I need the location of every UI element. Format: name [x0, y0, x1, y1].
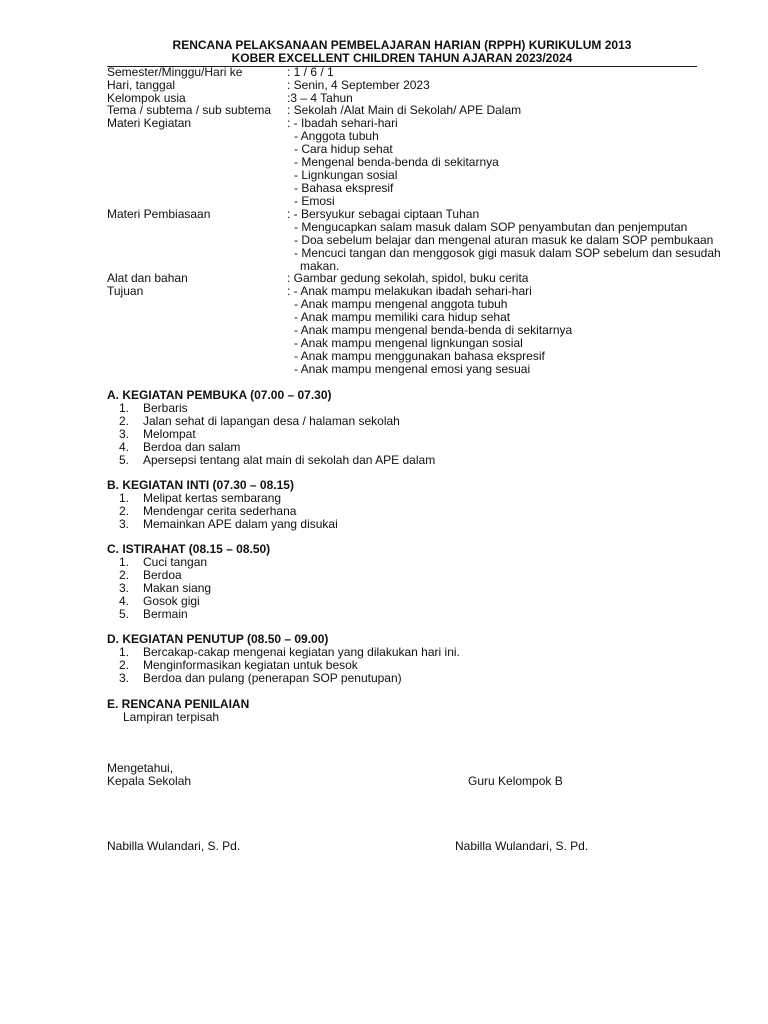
tanggal-value: : Senin, 4 September 2023 [287, 78, 430, 92]
list-number: 1. [119, 401, 130, 415]
list-item: Berdoa [143, 568, 182, 582]
materi-kegiatan-item: - Bahasa ekspresif [294, 181, 394, 195]
list-item: Memainkan APE dalam yang disukai [143, 517, 338, 531]
document-subtitle: KOBER EXCELLENT CHILDREN TAHUN AJARAN 2023/2024 [231, 51, 573, 65]
tujuan-item: : - Anak mampu melakukan ibadah sehari-hari [287, 284, 532, 298]
tujuan-item: - Anak mampu mengenal lignkungan sosial [294, 336, 523, 350]
semester-value: : 1 / 6 / 1 [287, 65, 334, 79]
list-number: 5. [119, 453, 130, 467]
tema-value: : Sekolah /Alat Main di Sekolah/ APE Dalam [287, 103, 522, 117]
kelompok-label: Kelompok usia [107, 91, 186, 105]
list-item: Berdoa dan salam [143, 440, 241, 454]
tema-label: Tema / subtema / sub subtema [107, 103, 272, 117]
materi-kegiatan-label: Materi Kegiatan [107, 116, 192, 130]
materi-kegiatan-item: - Emosi [294, 194, 335, 208]
materi-pembiasaan-item: - Doa sebelum belajar dan mengenal aturan masuk ke dalam SOP pembukaan [294, 233, 714, 247]
list-item: Berdoa dan pulang (penerapan SOP penutupan) [143, 671, 402, 685]
tujuan-item: - Anak mampu menggunakan bahasa ekspresif [294, 349, 545, 363]
materi-pembiasaan-item: : - Bersyukur sebagai ciptaan Tuhan [287, 207, 480, 221]
materi-pembiasaan-label: Materi Pembiasaan [107, 207, 211, 221]
list-item: Jalan sehat di lapangan desa / halaman sekolah [143, 414, 400, 428]
list-number: 5. [119, 607, 130, 621]
list-item: Cuci tangan [143, 555, 208, 569]
kepala-sekolah-name: Nabilla Wulandari, S. Pd. [107, 839, 241, 853]
document-title: RENCANA PELAKSANAAN PEMBELAJARAN HARIAN (RPPH) KURIKULUM 2013 [172, 38, 632, 52]
list-item: Melipat kertas sembarang [143, 491, 282, 505]
materi-kegiatan-item: - Cara hidup sehat [294, 142, 393, 156]
materi-pembiasaan-item: makan. [300, 259, 340, 273]
tujuan-item: - Anak mampu mengenal anggota tubuh [294, 297, 508, 311]
kelompok-value: :3 – 4 Tahun [287, 91, 353, 105]
materi-pembiasaan-item: - Mencuci tangan dan menggosok gigi masuk dalam SOP sebelum dan sesudah [294, 246, 721, 260]
section-e-heading: E. RENCANA PENILAIAN [107, 697, 250, 711]
tujuan-label: Tujuan [107, 284, 144, 298]
list-item: Gosok gigi [143, 594, 200, 608]
section-b-heading: B. KEGIATAN INTI (07.30 – 08.15) [107, 478, 294, 492]
list-number: 2. [119, 658, 130, 672]
section-c-heading: C. ISTIRAHAT (08.15 – 08.50) [107, 542, 271, 556]
list-number: 4. [119, 440, 130, 454]
list-item: Melompat [143, 427, 196, 441]
tanggal-label: Hari, tanggal [107, 78, 176, 92]
list-number: 3. [119, 427, 130, 441]
list-number: 1. [119, 491, 130, 505]
materi-kegiatan-item: - Anggota tubuh [294, 129, 379, 143]
list-item: Apersepsi tentang alat main di sekolah dan APE dalam [143, 453, 436, 467]
penilaian-note: Lampiran terpisah [123, 710, 220, 724]
list-item: Mendengar cerita sederhana [143, 504, 297, 518]
materi-pembiasaan-item: - Mengucapkan salam masuk dalam SOP penyambutan dan penjemputan [294, 220, 688, 234]
list-number: 1. [119, 555, 130, 569]
list-number: 2. [119, 504, 130, 518]
list-item: Menginformasikan kegiatan untuk besok [143, 658, 358, 672]
list-item: Berbaris [143, 401, 188, 415]
section-a-heading: A. KEGIATAN PEMBUKA (07.00 – 07.30) [107, 388, 332, 402]
list-number: 2. [119, 414, 130, 428]
list-number: 1. [119, 645, 130, 659]
materi-kegiatan-item: - Lignkungan sosial [294, 168, 398, 182]
list-item: Bercakap-cakap mengenai kegiatan yang dilakukan hari ini. [143, 645, 460, 659]
list-item: Makan siang [143, 581, 212, 595]
materi-kegiatan-item: : - Ibadah sehari-hari [287, 116, 398, 130]
mengetahui-label: Mengetahui, [107, 761, 174, 775]
alat-bahan-label: Alat dan bahan [107, 271, 188, 285]
section-d-heading: D. KEGIATAN PENUTUP (08.50 – 09.00) [107, 632, 329, 646]
list-number: 3. [119, 581, 130, 595]
semester-label: Semester/Minggu/Hari ke [107, 65, 243, 79]
list-number: 3. [119, 517, 130, 531]
kepala-sekolah-title: Kepala Sekolah [107, 774, 192, 788]
tujuan-item: - Anak mampu memiliki cara hidup sehat [294, 310, 511, 324]
guru-name: Nabilla Wulandari, S. Pd. [455, 839, 589, 853]
guru-kelompok-title: Guru Kelompok B [468, 774, 563, 788]
list-number: 4. [119, 594, 130, 608]
alat-bahan-value: : Gambar gedung sekolah, spidol, buku cerita [287, 271, 529, 285]
list-number: 3. [119, 671, 130, 685]
list-item: Bermain [143, 607, 188, 621]
tujuan-item: - Anak mampu mengenal emosi yang sesuai [294, 362, 531, 376]
list-number: 2. [119, 568, 130, 582]
tujuan-item: - Anak mampu mengenal benda-benda di sekitarnya [294, 323, 573, 337]
materi-kegiatan-item: - Mengenal benda-benda di sekitarnya [294, 155, 499, 169]
